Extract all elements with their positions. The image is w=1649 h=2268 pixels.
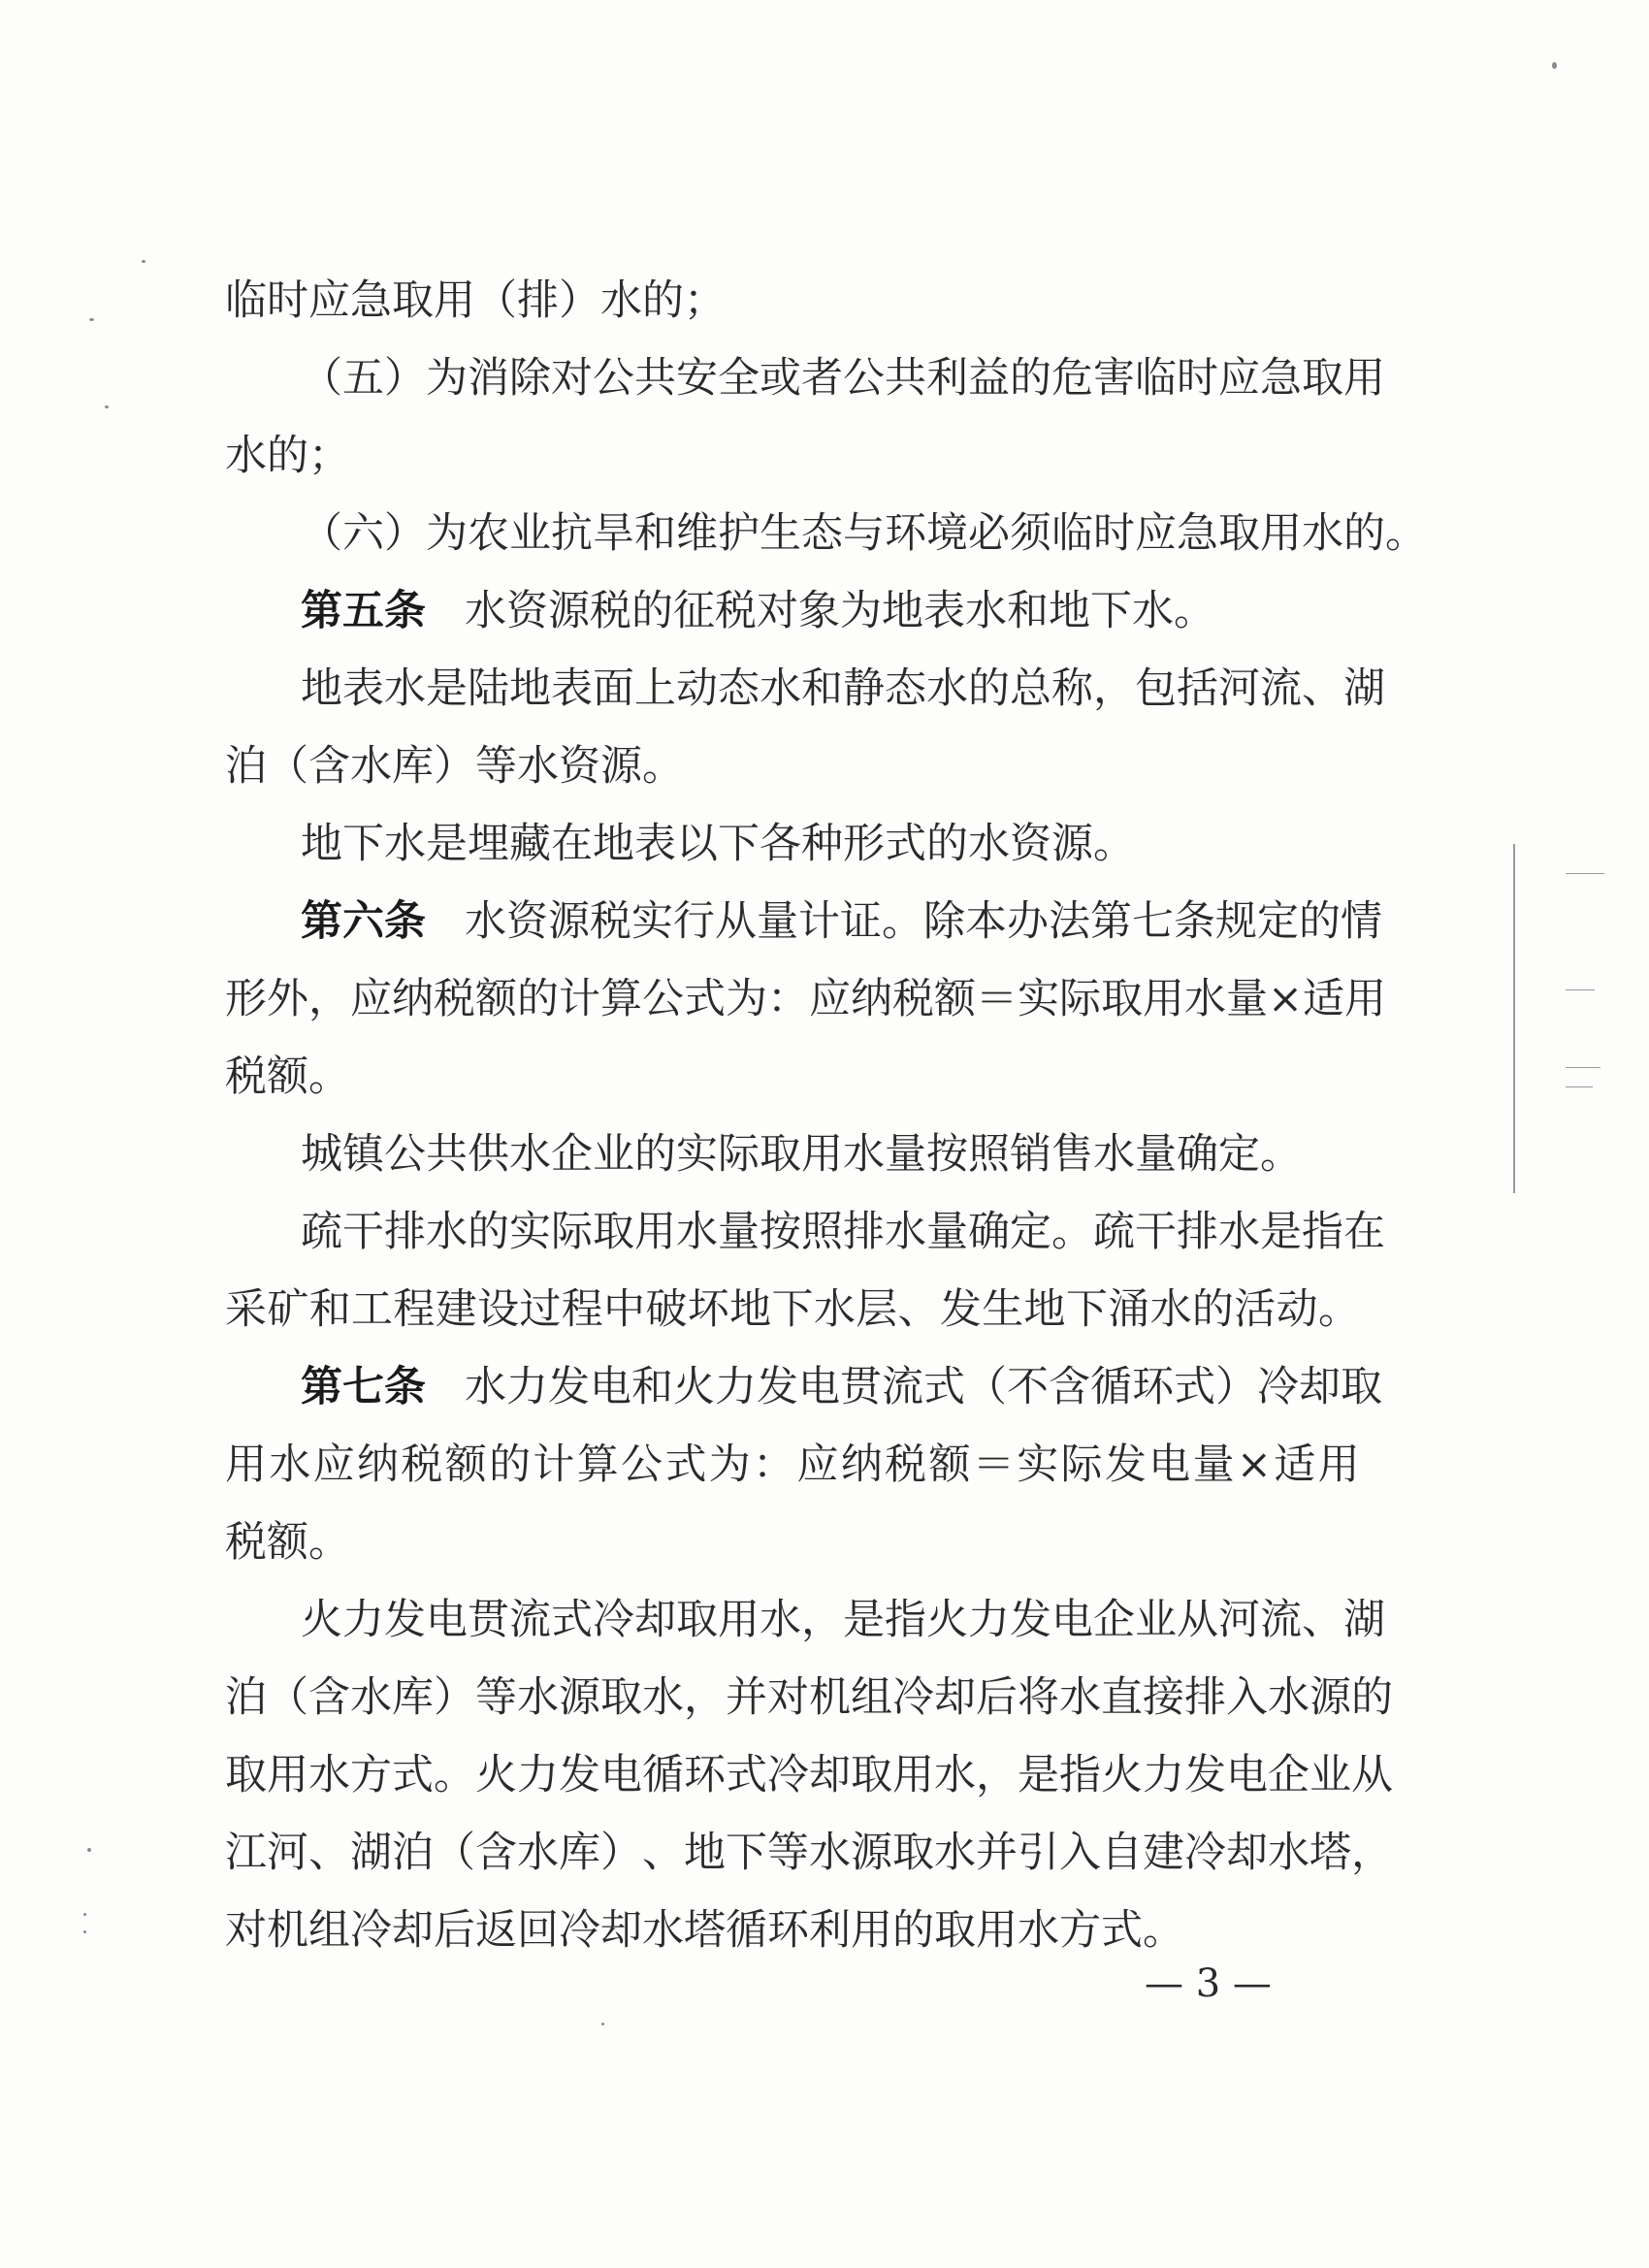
text-line: 地下水是埋藏在地表以下各种形式的水资源。: [301, 820, 1135, 868]
article-text: 水力发电和火力发电贯流式（不含循环式）冷却取: [465, 1363, 1382, 1411]
page-number: — 3 —: [1145, 1961, 1272, 2006]
text-line: 城镇公共供水企业的实际取用水量按照销售水量确定。: [301, 1130, 1302, 1179]
scan-speck: [105, 405, 109, 408]
text-line: 税额。: [225, 1518, 350, 1567]
article-text: 水资源税实行从量计证。除本办法第七条规定的情: [465, 897, 1382, 946]
text-line: 江 河 、 湖 泊 （ 含 水 库 ） 、 地 下 等 水 源 取 水 并 引 入 自 建 冷 却 水 塔 ，: [225, 1829, 1393, 1877]
text-line: 取 用 水 方 式 。 火 力 发 电 循 环 式 冷 却 取 用 水 ， 是 指 火 力 发 电 企 业 从: [225, 1751, 1393, 1799]
article-5: [301, 582, 1215, 640]
scan-speck: [83, 1913, 86, 1916]
scan-speck: [87, 1848, 91, 1852]
text-line: 泊（含水库）等水资源。: [225, 742, 684, 791]
text-line: 地 表 水 是 陆 地 表 面 上 动 态 水 和 静 态 水 的 总 称 ， 包 括 河 流 、 湖: [301, 664, 1385, 713]
text-line: （ 五 ） 为 消 除 对 公 共 安 全 或 者 公 共 利 益 的 危 害 临 时 应 急 取 用: [301, 354, 1385, 403]
text-line: 泊 （ 含 水 库 ） 等 水 源 取 水 ， 并 对 机 组 冷 却 后 将 水 直 接 排 入 水 源 的: [225, 1673, 1393, 1722]
scan-speck: [83, 1930, 86, 1933]
article-6: [301, 892, 1382, 951]
scan-speck: [601, 2023, 604, 2025]
scan-edge-mark: [1566, 1086, 1593, 1087]
text-line: 水的；: [225, 432, 350, 480]
text-line: 采 矿 和 工 程 建 设 过 程 中 破 坏 地 下 水 层 、 发 生 地 下 涌 水 的 活 动 。: [225, 1285, 1360, 1334]
article-text: 水资源税的征税对象为地表水和地下水。: [465, 587, 1215, 635]
scan-speck: [1552, 62, 1557, 69]
scan-edge-mark: [1566, 1067, 1600, 1068]
article-7: [301, 1358, 1382, 1416]
scan-speck: [89, 318, 94, 321]
text-line: 对机组冷却后返回冷却水塔循环利用的取用水方式。: [225, 1906, 1184, 1955]
text-line: 税额。: [225, 1053, 350, 1101]
article-title: 第五条: [301, 587, 426, 635]
text-line: 临时应急取用（排）水的；: [225, 276, 726, 325]
text-line: 形 外 ， 应 纳 税 额 的 计 算 公 式 为 ： 应 纳 税 额 ＝ 实 际 取 用 水 量 × 适 用: [225, 975, 1387, 1023]
text-line: 用 水 应 纳 税 额 的 计 算 公 式 为 ： 应 纳 税 额 ＝ 实 际 发 电 量 × 适 用: [225, 1441, 1360, 1489]
scan-edge-mark: [1566, 873, 1604, 874]
scan-edge-mark: [1566, 989, 1595, 990]
article-title: 第六条: [301, 897, 426, 946]
text-line: （ 六 ） 为 农 业 抗 旱 和 维 护 生 态 与 环 境 必 须 临 时 应 急 取 用 水 的 。: [301, 509, 1427, 558]
scan-edge-mark: [1513, 844, 1515, 1193]
article-title: 第七条: [301, 1363, 426, 1411]
scan-speck: [142, 260, 146, 263]
text-line: 火 力 发 电 贯 流 式 冷 却 取 用 水 ， 是 指 火 力 发 电 企 业 从 河 流 、 湖: [301, 1596, 1385, 1644]
text-line: 疏 干 排 水 的 实 际 取 用 水 量 按 照 排 水 量 确 定 。 疏 干 排 水 是 指 在: [301, 1208, 1385, 1256]
